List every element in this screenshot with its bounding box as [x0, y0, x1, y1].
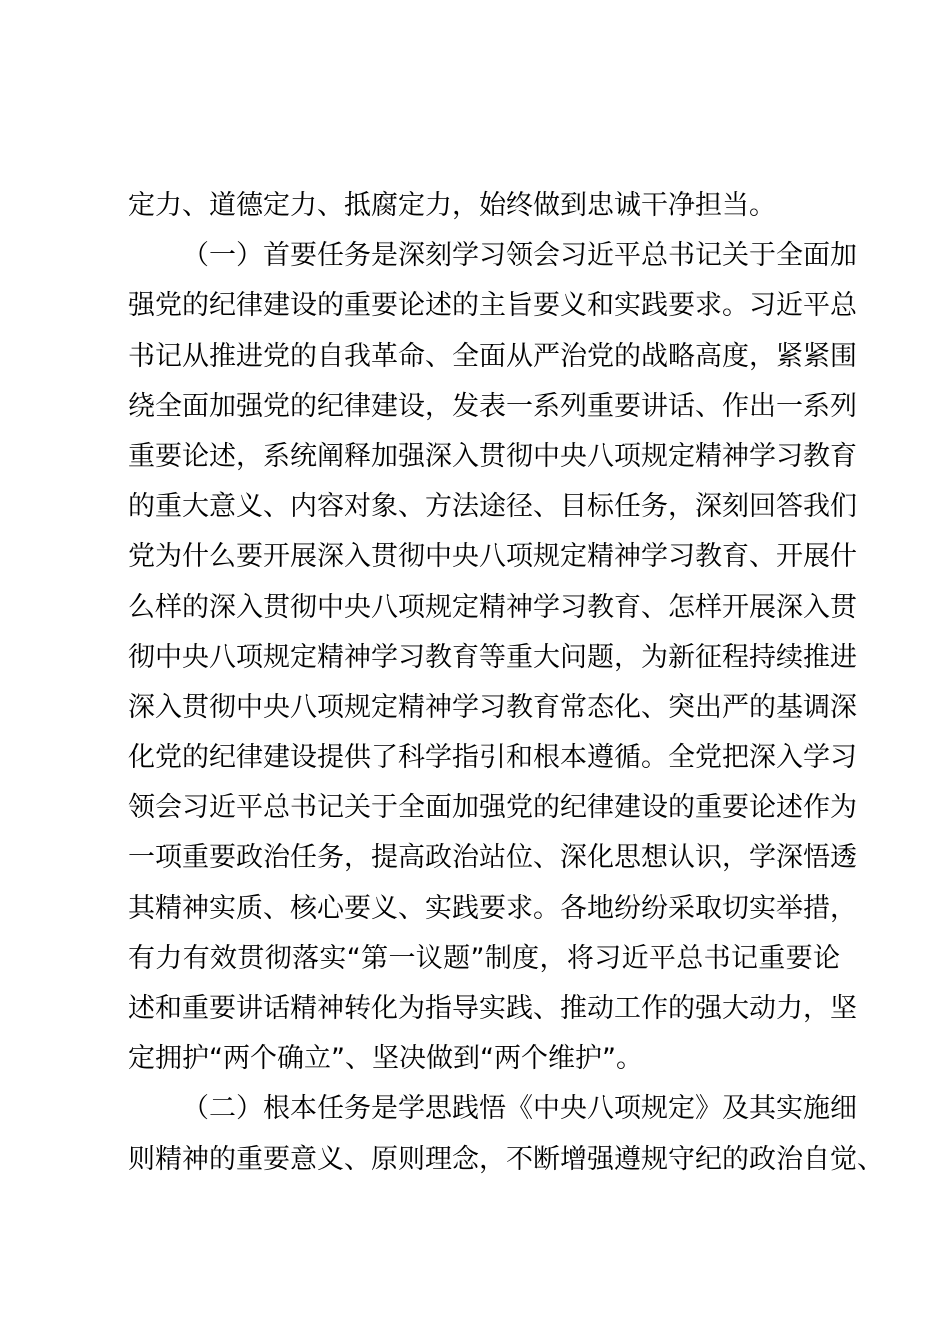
text-line: 的重大意义、内容对象、方法途径、目标任务，深刻回答我们 [128, 491, 857, 523]
text-line: 一项重要政治任务，提高政治站位、深化思想认识，学深悟透 [128, 842, 857, 874]
text-line: 化党的纪律建设提供了科学指引和根本遵循。全党把深入学习 [128, 742, 857, 774]
text-line: 定力、道德定力、抵腐定力，始终做到忠诚干净担当。 [128, 190, 776, 221]
text-line: 么样的深入贯彻中央八项规定精神学习教育、怎样开展深入贯 [128, 591, 857, 623]
text-line: 绕全面加强党的纪律建设，发表一系列重要讲话、作出一系列 [128, 390, 857, 422]
text-line: 其精神实质、核心要义、实践要求。各地纷纷采取切实举措， [128, 892, 857, 924]
text-line: 则精神的重要意义、原则理念，不断增强遵规守纪的政治自觉、 [128, 1143, 884, 1175]
paragraph-2-first-line: （二）根本任务是学思践悟《中央八项规定》及其实施细 [182, 1093, 857, 1125]
text-line: 深入贯彻中央八项规定精神学习教育常态化、突出严的基调深 [128, 691, 857, 723]
text-line: 有力有效贯彻落实“第一议题”制度，将习近平总书记重要论 [128, 942, 840, 974]
text-line: 领会习近平总书记关于全面加强党的纪律建设的重要论述作为 [128, 792, 857, 824]
paragraph-1-last-line: 定拥护“两个确立”、坚决做到“两个维护”。 [128, 1043, 643, 1075]
paragraph-1-first-line: （一）首要任务是深刻学习领会习近平总书记关于全面加 [182, 240, 857, 272]
text-line: 书记从推进党的自我革命、全面从严治党的战略高度，紧紧围 [128, 340, 857, 372]
body-text [128, 181, 884, 1185]
text-line: 彻中央八项规定精神学习教育等重大问题，为新征程持续推进 [128, 641, 857, 673]
text-line: 党为什么要开展深入贯彻中央八项规定精神学习教育、开展什 [128, 541, 857, 573]
text-line: 强党的纪律建设的重要论述的主旨要义和实践要求。习近平总 [128, 290, 857, 322]
text-line: 重要论述，系统阐释加强深入贯彻中央八项规定精神学习教育 [128, 440, 857, 472]
text-line: 述和重要讲话精神转化为指导实践、推动工作的强大动力，坚 [128, 993, 857, 1024]
